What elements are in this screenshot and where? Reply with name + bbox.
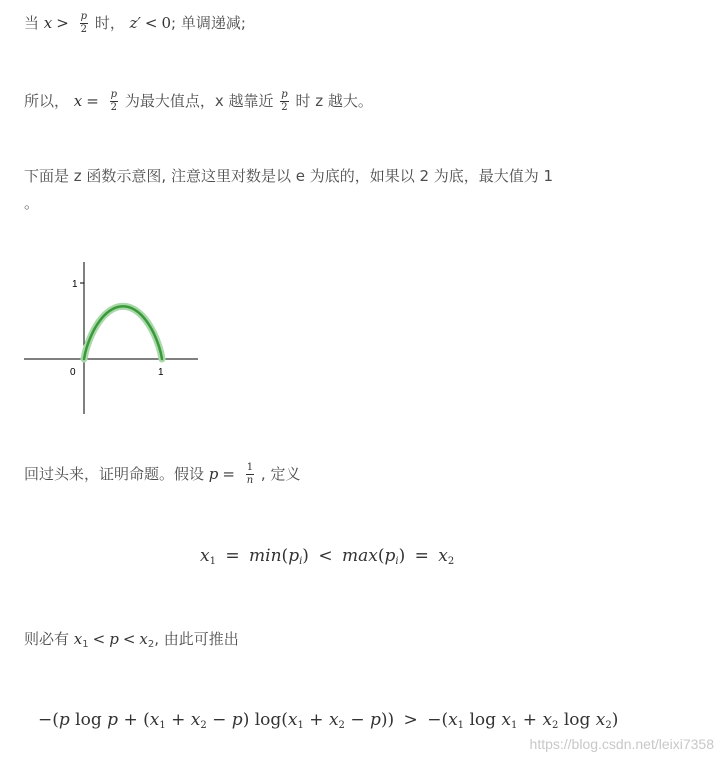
text-line-diagram-intro-cont: 。 (24, 194, 40, 212)
x-tick-label-1: 1 (158, 367, 164, 378)
function-plot (20, 258, 200, 418)
fraction-1-over-n: $\frac{1}{n}$ (246, 462, 254, 486)
text-line-maximum-point: 所以， x = $\frac{p}{2}$ 为最大值点，x 越靠近 $\frac{p}{2}$ 时 z 越大。 (24, 89, 373, 113)
fraction-p-over-2: $\frac{p}{2}$ (80, 11, 88, 35)
x-tick-label-0: 0 (70, 367, 76, 378)
text-line-inequality: 则必有 $x_1 < p < x_2$, 由此可推出 (24, 630, 239, 650)
fraction-p-over-2-second: $\frac{p}{2}$ (281, 89, 288, 113)
text-line-assumption: 回过头来，证明命题。假设 p = $\frac{1}{n}$ , 定义 (24, 462, 301, 486)
text-line-decreasing: 当 x > $\frac{p}{2}$ 时， z′ < 0; 单调递减; (24, 11, 246, 35)
fraction-p-over-2: $\frac{p}{2}$ (110, 89, 118, 113)
watermark: https://blog.csdn.net/leixi7358 (529, 736, 714, 752)
y-tick-label-1: 1 (72, 279, 78, 290)
curve-glow (84, 306, 162, 359)
equation-entropy-inequality: −(p $\log p + (x_1 + x_2 - p) \log(x_1 + x_2 - p)) > -(x_1$ $\log x_1 + x_2$ $\log x_2$) (38, 710, 619, 731)
text-line-diagram-intro: 下面是 z 函数示意图, 注意这里对数是以 e 为底的，如果以 2 为底，最大值为 1 (24, 167, 554, 185)
equation-min-max: $x_1 = \min(p_i) < \max(p_i) = x_2$ (200, 546, 455, 567)
text-lead: 当 (24, 14, 40, 32)
